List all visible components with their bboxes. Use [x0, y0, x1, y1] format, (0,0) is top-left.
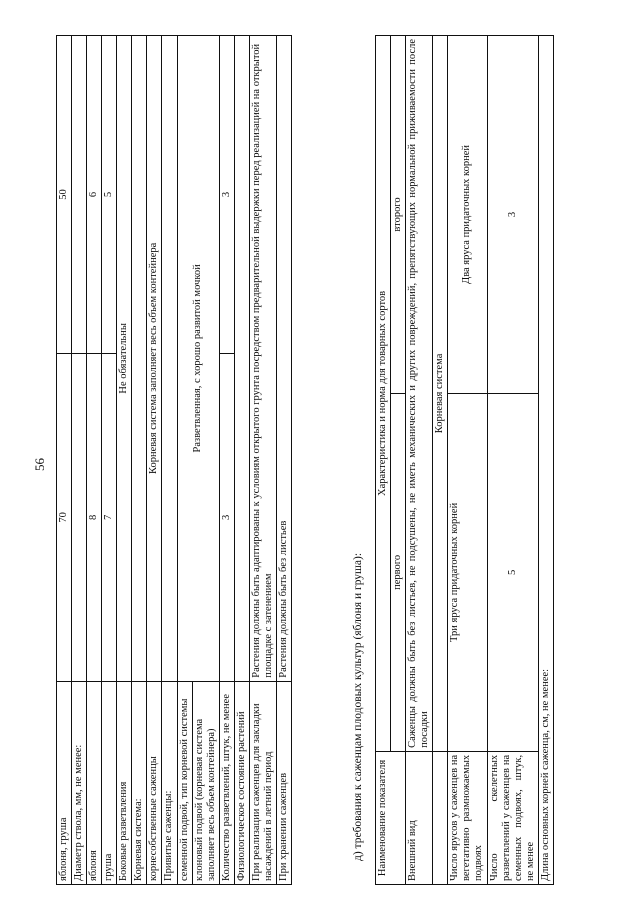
row-value: 3 [219, 36, 234, 354]
row-value: 6 [87, 36, 102, 354]
row-value: 50 [57, 36, 72, 354]
column-header: первого [391, 393, 406, 751]
column-header: Наименование показателя [376, 751, 406, 884]
row-label: яблоня [87, 681, 102, 884]
table-row [448, 36, 487, 885]
row-label: клоновый подвой (корневая система заполняет весь объем контейнера) [192, 681, 219, 884]
page-number: 56 [32, 458, 47, 471]
table-row [538, 36, 553, 885]
table-row [234, 36, 249, 885]
row-label: семенной подвой, тип корневой системы [177, 681, 192, 884]
table-row [219, 36, 234, 885]
table-row [276, 36, 291, 885]
row-label: корнесобственные саженцы [147, 681, 162, 884]
table-row [406, 36, 433, 885]
table-row [102, 36, 117, 885]
table-row [72, 36, 87, 885]
table-row [433, 36, 448, 885]
row-value: Растения должны быть без листьев [276, 36, 291, 682]
table-row [117, 36, 132, 885]
row-value [72, 354, 87, 682]
row-value: 3 [487, 36, 538, 394]
table-row [147, 36, 162, 885]
table-row [249, 36, 276, 885]
row-label: Привитые саженцы: [162, 681, 177, 884]
table-row [132, 36, 147, 885]
row-value: 3 [219, 354, 234, 682]
row-value: Три яруса придаточных корней [448, 393, 487, 751]
row-label: Число ярусов у саженцев на вегетативно размножаемых подвоях [448, 751, 487, 884]
table-caption: д) требования к саженцам плодовых культур (яблоня и груша): [352, 552, 364, 861]
row-label: При хранении саженцев [276, 681, 291, 884]
table-row [87, 36, 102, 885]
row-value: 8 [87, 354, 102, 682]
row-value: 7 [102, 354, 117, 682]
row-label: Количество разветвлений, штук, не менее [219, 681, 234, 884]
row-value [72, 36, 87, 354]
row-value: Не обязательны [117, 36, 132, 682]
column-header: Характеристика и норма для товарных сортов [376, 36, 391, 752]
row-label: Диаметр ствола, мм, не менее: [72, 681, 87, 884]
row-label: Внешний вид [406, 751, 433, 884]
row-label: Длина основных корней саженца, см, не менее: [538, 36, 553, 885]
row-label: Корневая система: [132, 681, 147, 884]
table-row [162, 36, 177, 885]
row-value: 5 [102, 36, 117, 354]
table-row [57, 36, 72, 885]
row-label: Боковые разветвления [117, 681, 132, 884]
row-label: груша [102, 681, 117, 884]
row-value: Разветвленная, с хорошо развитой мочкой [177, 36, 219, 682]
row-value: 5 [487, 393, 538, 751]
section-label: Корневая система [433, 36, 448, 752]
fruit-seedlings-requirements-table [375, 35, 554, 885]
row-label: Число скелетных разветвлений у саженцев на семенных подвоях, штук, не менее [487, 751, 538, 884]
requirements-table-continued [56, 35, 292, 885]
row-label: Физиологическое состояние растений [234, 681, 249, 884]
row-value: Корневая система заполняет весь объем контейнера [147, 36, 162, 682]
row-label: При реализации саженцев для закладки насаждений в летний период [249, 681, 276, 884]
column-header: второго [391, 36, 406, 394]
table-row [487, 36, 538, 885]
row-value: Два яруса придаточных корней [448, 36, 487, 394]
row-value: 70 [57, 354, 72, 682]
table-header-row [376, 36, 391, 885]
row-value: Растения должны быть адаптированы к условиям открытого грунта посредством предварительной выдержки перед реализацией на открытой площадке с затенением [249, 36, 276, 682]
row-label: яблоня, груша [57, 681, 72, 884]
row-value: Саженцы должны быть без листьев, не подсушены, не иметь механических и других повреждений, препятствующих нормальной приживаемости после посадки [406, 36, 433, 752]
table-row [177, 36, 192, 885]
